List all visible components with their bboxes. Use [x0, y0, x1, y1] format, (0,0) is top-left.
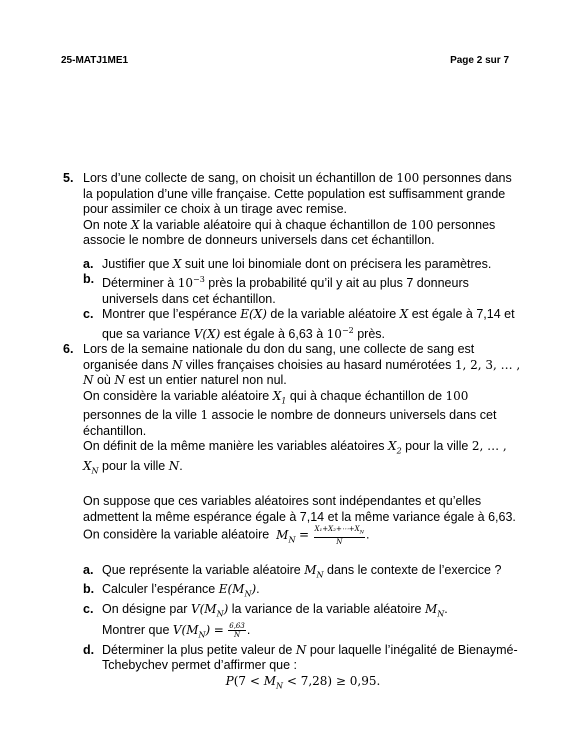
document-code: 25-MATJ1ME1	[61, 55, 129, 66]
question-5b: b. Déterminer à $10^{-3}$ près la probabilité qu’il y ait au plus 7 donneurs universels dans cet échantillon.	[83, 272, 469, 306]
question-6b: b. Calculer l’espérance $E(M_N)$.	[83, 582, 260, 599]
exercise-number: 6.	[63, 342, 74, 356]
exercise-5	[63, 171, 523, 342]
question-5c: c. Montrer que l’espérance E(X) de la variable aléatoire X est égale à 7,14 et que sa variance V(X) est égale à 6,63 à $10^{-2}$ près.	[83, 307, 515, 341]
page-number: Page 2 sur 7	[450, 55, 509, 66]
variance-fraction: $\frac{6,63}{N}$	[229, 622, 245, 640]
exercise-6	[63, 342, 523, 694]
exercise-6-p1: Lors de la semaine nationale du don du sang, une collecte de sang est organisée dans N villes françaises choisies au hasard numérotées 1, 2, 3, … , N où N est un entier naturel non nul.	[83, 342, 521, 387]
exercise-6-p3: On définit de la même manière les variables aléatoires $X_2$ pour la ville 2, … , $X_N$ pour la ville N.	[83, 439, 507, 476]
question-6c: c. On désigne par $V(M_N)$ la variance de la variable aléatoire $M_N$. Montrer que $V(M_N)$ = $\frac{6,63}{N}$ .	[83, 602, 448, 640]
exercise-6-p2: On considère la variable aléatoire $X_1$ qui à chaque échantillon de 100 personnes de la ville 1 associe le nombre de donneurs universels dans cet échantillon.	[83, 388, 497, 438]
exercise-5-definition: On note X la variable aléatoire qui à chaque échantillon de 100 personnes associe le nombre de donneurs universels dans cet échantillon.	[83, 217, 496, 247]
mean-fraction: $\frac{X_1+X_2+\cdots+X_N}{N}$	[314, 525, 365, 546]
exercise-6-p5: On considère la variable aléatoire $M_N$ = $\frac{X_1+X_2+\cdots+X_N}{N}$ .	[83, 525, 370, 546]
exercise-5-intro: Lors d’une collecte de sang, on choisit un échantillon de 100 personnes dans la population d’une ville française. Cette population est suffisamment grande pour assimiler ce choix à un tirage avec remise.	[83, 171, 512, 216]
question-6a: a. Que représente la variable aléatoire $M_N$ dans le contexte de l’exercice ?	[83, 562, 502, 579]
exercise-6-p4: On suppose que ces variables aléatoires sont indépendantes et qu’elles admettent la même espérance égale à 7,14 et la même variance égale à 6,63.	[83, 494, 516, 524]
inequality-formula: $P(7 < M_N < 7,28) \ge 0,95$.	[225, 673, 381, 691]
question-5a: a. Justifier que X suit une loi binomiale dont on précisera les paramètres.	[83, 256, 492, 271]
question-6d: d. Déterminer la plus petite valeur de N pour laquelle l’inégalité de Bienaymé-Tchebychev permet d’affirmer que : $P(7 < M_N < 7,28) \ge 0,95$.	[83, 643, 523, 694]
exercise-number: 5.	[63, 171, 74, 185]
